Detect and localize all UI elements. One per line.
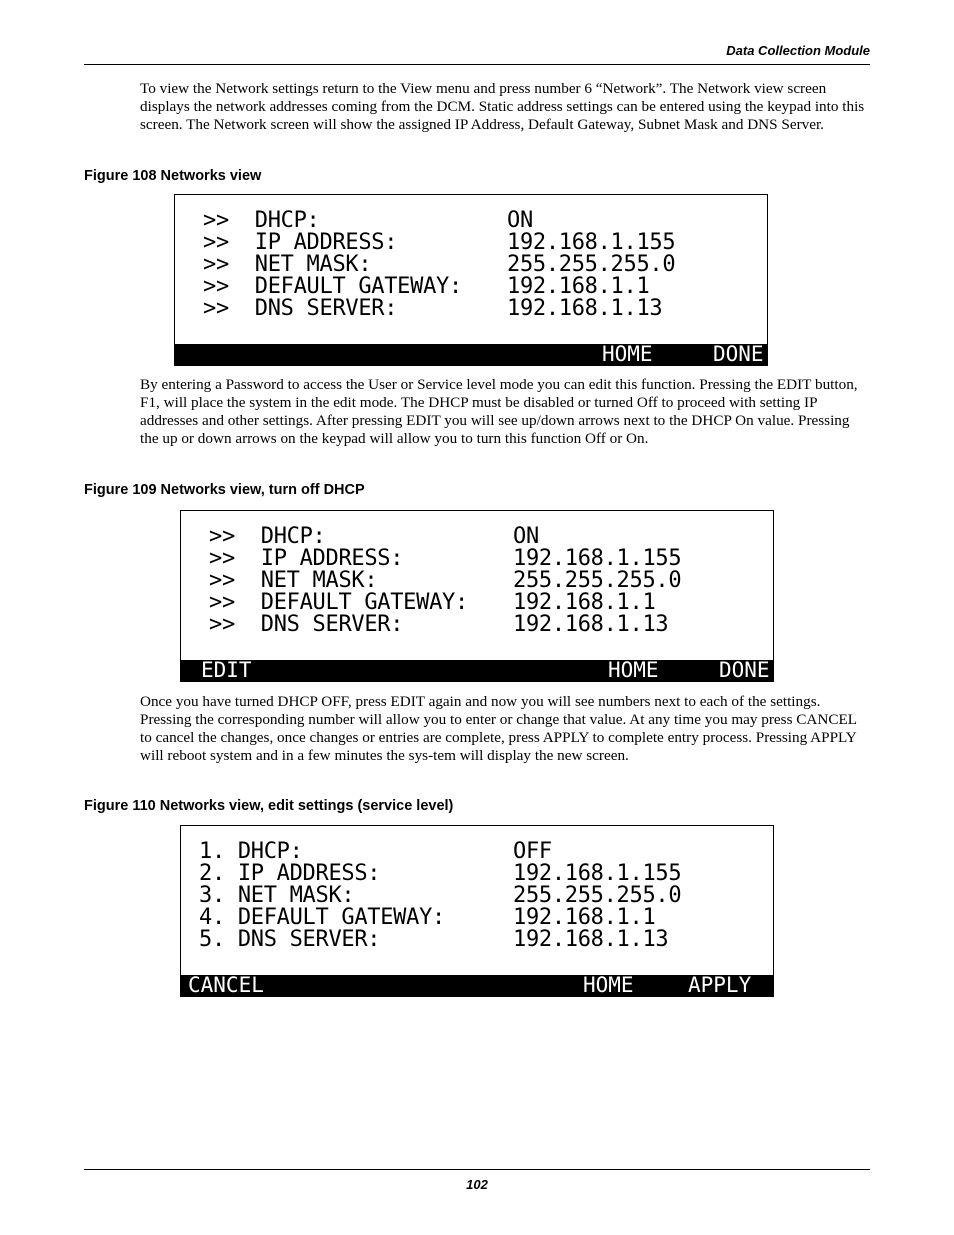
lcd-row-value: 192.168.1.13 — [513, 612, 669, 637]
lcd-row-value: ON — [507, 208, 533, 233]
softkey-bar — [181, 975, 773, 996]
lcd-row-label: >> DEFAULT GATEWAY: — [209, 590, 468, 615]
lcd-row-label: >> DNS SERVER: — [209, 612, 404, 637]
softkey-bar — [175, 344, 767, 365]
lcd-screen-turn-off-dhcp — [180, 510, 774, 682]
lcd-row-label: 1. DHCP: — [199, 839, 303, 864]
softkey-apply[interactable]: APPLY — [688, 973, 752, 997]
lcd-row-value: 255.255.255.0 — [513, 568, 682, 593]
softkey-home[interactable]: HOME — [608, 658, 659, 682]
lcd-row-value: ON — [513, 524, 539, 549]
lcd-row-value: 192.168.1.1 — [513, 590, 656, 615]
lcd-row-value: 255.255.255.0 — [507, 252, 676, 277]
softkey-home[interactable]: HOME — [602, 342, 653, 366]
lcd-row-value: 192.168.1.155 — [513, 861, 682, 886]
lcd-row-value: 192.168.1.155 — [507, 230, 676, 255]
lcd-row-value: OFF — [513, 839, 552, 864]
lcd-row-label: >> NET MASK: — [203, 252, 372, 277]
paragraph-network-intro: To view the Network settings return to the View menu and press number 6 “Network”. The Network view screen displays the network addresses coming from the DCM. Static address settings can be entered using the keypad into this screen. The Network screen will show the assigned IP Address, Default Gateway, Subnet Mask and DNS Server. — [140, 80, 865, 133]
softkey-home[interactable]: HOME — [583, 973, 634, 997]
lcd-row-label: 3. NET MASK: — [199, 883, 355, 908]
lcd-row-value: 255.255.255.0 — [513, 883, 682, 908]
figure-108-caption: Figure 108 Networks view — [84, 168, 262, 184]
softkey-bar — [181, 660, 773, 681]
figure-110-caption: Figure 110 Networks view, edit settings (service level) — [84, 798, 454, 814]
lcd-row-label: >> NET MASK: — [209, 568, 378, 593]
lcd-row-value: 192.168.1.1 — [507, 274, 650, 299]
lcd-row-value: 192.168.1.1 — [513, 905, 656, 930]
softkey-done[interactable]: DONE — [719, 658, 770, 682]
softkey-done[interactable]: DONE — [713, 342, 764, 366]
paragraph-edit-mode: By entering a Password to access the User or Service level mode you can edit this function. Pressing the EDIT button, F1, will place the system in the edit mode. The DHCP must be disabled or turned Off to proceed with setting IP addresses and other settings. After pressing EDIT you will see up/down arrows next to the DHCP On value. Pressing the up or down arrows on the keypad will allow you to turn this function Off or On. — [140, 376, 858, 447]
lcd-row-label: >> DHCP: — [209, 524, 326, 549]
lcd-row-label: >> IP ADDRESS: — [203, 230, 398, 255]
lcd-row-label: >> DNS SERVER: — [203, 296, 398, 321]
softkey-cancel[interactable]: CANCEL — [188, 973, 264, 997]
paragraph-dhcp-off: Once you have turned DHCP OFF, press EDIT again and now you will see numbers next to each of the settings. Pressing the corresponding number will allow you to enter or change that value. At any time you may press CANCEL to cancel the changes, once changes or entries are complete, press APPLY to complete entry process. Pressing APPLY will reboot system and in a few minutes the sys-tem will display the new screen. — [140, 693, 857, 764]
lcd-row-label: 4. DEFAULT GATEWAY: — [199, 905, 445, 930]
lcd-row-label: >> DEFAULT GATEWAY: — [203, 274, 462, 299]
lcd-row-label: 5. DNS SERVER: — [199, 927, 381, 952]
header-rule — [84, 64, 870, 65]
footer-rule — [84, 1169, 870, 1170]
page-number: 102 — [466, 1177, 488, 1192]
lcd-row-value: 192.168.1.13 — [507, 296, 663, 321]
lcd-row-label: >> IP ADDRESS: — [209, 546, 404, 571]
softkey-edit[interactable]: EDIT — [201, 658, 252, 682]
figure-109-caption: Figure 109 Networks view, turn off DHCP — [84, 482, 365, 498]
lcd-screen-networks-view — [174, 194, 768, 366]
lcd-row-value: 192.168.1.13 — [513, 927, 669, 952]
lcd-row-value: 192.168.1.155 — [513, 546, 682, 571]
page-header-title: Data Collection Module — [726, 43, 870, 58]
lcd-row-label: >> DHCP: — [203, 208, 320, 233]
lcd-row-label: 2. IP ADDRESS: — [199, 861, 381, 886]
lcd-screen-edit-settings — [180, 825, 774, 997]
